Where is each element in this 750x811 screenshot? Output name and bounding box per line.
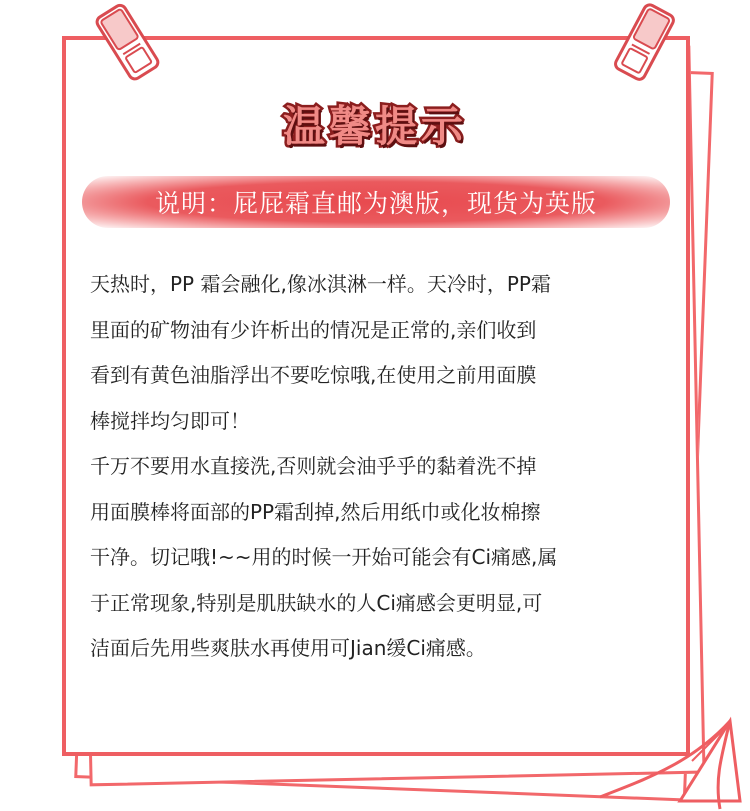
banner-text: 说明：屁屁霜直邮为澳版，现货为英版: [154, 189, 597, 218]
body-line: 千万不要用水直接洗,否则就会油乎乎的黏着洗不掉: [90, 454, 537, 478]
paragraph-2: [90, 444, 660, 672]
body-line: 棒搅拌均匀即可！: [90, 408, 250, 433]
body-line: 洁面后先用些爽肤水再使用可Jian缓Ci痛感。: [90, 636, 486, 660]
binder-clip-icon: [604, 0, 684, 86]
paragraph-1: [90, 262, 660, 444]
notice-body: [90, 262, 660, 672]
body-line: 用面膜棒将面部的PP霜刮掉,然后用纸巾或化妆棉擦: [90, 499, 541, 524]
notice-banner: [82, 176, 670, 228]
page-title: 温馨提示: [282, 102, 467, 151]
body-line: 看到有黄色油脂浮出不要吃惊哦,在使用之前用面膜: [90, 363, 537, 387]
curled-corner-icon: [580, 661, 750, 811]
body-line: 里面的矿物油有少许析出的情况是正常的,亲们收到: [90, 317, 537, 342]
body-line: 天热时，PP 霜会融化,像冰淇淋一样。天冷时，PP霜: [90, 272, 551, 296]
body-line: 干净。切记哦!~~用的时候一开始可能会有Ci痛感,属: [90, 545, 558, 569]
body-line: 于正常现象,特别是肌肤缺水的人Ci痛感会更明显,可: [90, 590, 543, 615]
binder-clip-icon: [88, 0, 168, 86]
